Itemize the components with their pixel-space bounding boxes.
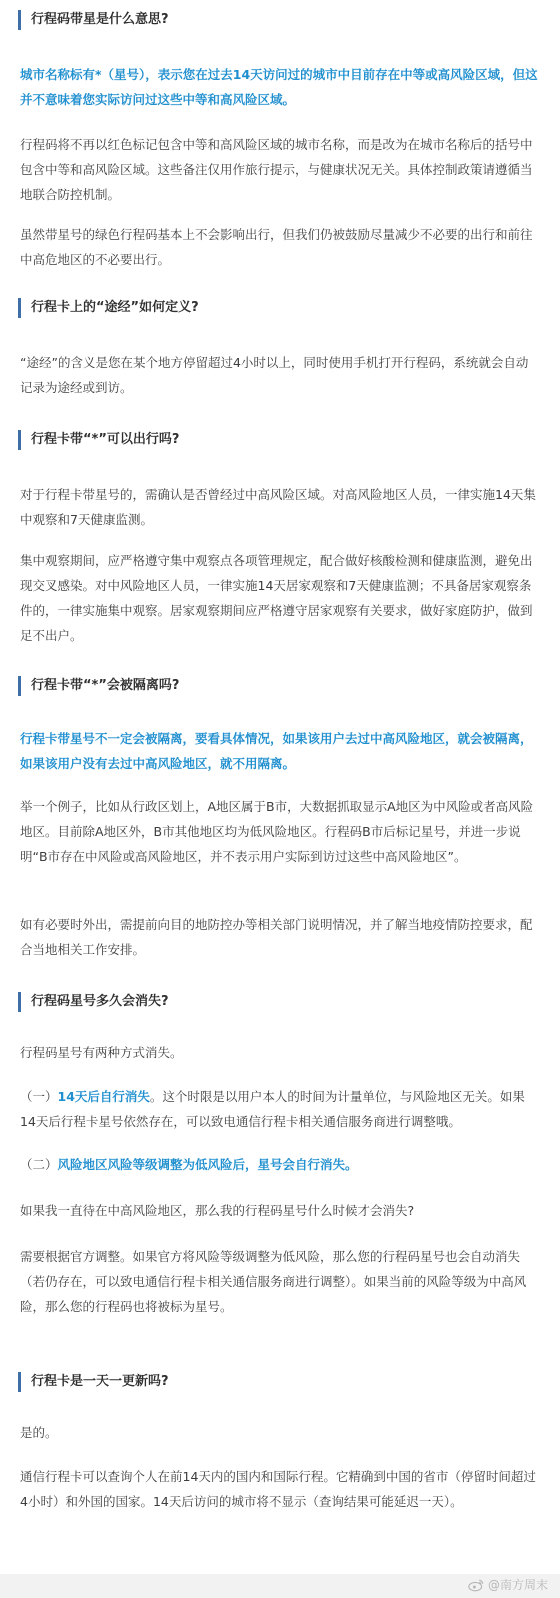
- section-3-paragraph-1: 对于行程卡带星号的，需确认是否曾经过中高风险区域。对高风险地区人员，一律实施14天集中观察和7天健康监测。: [20, 487, 536, 527]
- section-1-paragraph-2: 行程码将不再以红色标记包含中等和高风险区域的城市名称，而是改为在城市名称后的括号中包含中等和高风险区域。这些备注仅用作旅行提示，与健康状况无关。具体控制政策请遵循当地联合防控机制。: [20, 137, 533, 202]
- weibo-icon: [468, 1578, 484, 1592]
- section-5-paragraph-5: 需要根据官方调整。如果官方将风险等级调整为低风险，那么您的行程码星号也会自动消失（若仍存在，可以致电通信行程卡相关通信服务商进行调整）。如果当前的风险等级为中高风险，那么您的行程码也将被标为星号。: [20, 1249, 527, 1314]
- section-6-paragraph-1: 是的。: [20, 1425, 58, 1440]
- method-two-prefix: （二）: [20, 1157, 58, 1172]
- method-one-text: 。这个时限是以用户本人的时间为计量单位，与风险地区无关。如果14天后行程卡星号依然存在，可以致电通信行程卡相关通信服务商进行调整哦。: [20, 1089, 525, 1129]
- method-two-highlight: 风险地区风险等级调整为低风险后，星号会自行消失。: [57, 1157, 358, 1172]
- section-1-highlight-paragraph: 城市名称标有*（星号），表示您在过去14天访问过的城市中目前存在中等或高风险区域，但这并不意味着您实际访问过这些中等和高风险区域。: [20, 67, 538, 107]
- section-heading-5: 行程码星号多久会消失?: [18, 992, 169, 1012]
- section-6-paragraph-2: 通信行程卡可以查询个人在前14天内的国内和国际行程。它精确到中国的省市（停留时间超过4小时）和外国的国家。14天后访问的城市将不显示（查询结果可能延迟一天）。: [20, 1469, 536, 1509]
- section-heading-3: 行程卡带“*”可以出行吗?: [18, 430, 179, 450]
- section-1-paragraph-3: 虽然带星号的绿色行程码基本上不会影响出行，但我们仍被鼓励尽量减少不必要的出行和前往中高危地区的不必要出行。: [20, 227, 533, 267]
- method-one-highlight: 14天后自行消失: [57, 1089, 150, 1104]
- section-5-paragraph-2: [20, 1084, 540, 1134]
- section-4-paragraph-2: 举一个例子，比如从行政区划上，A地区属于B市，大数据抓取显示A地区为中风险或者高风险地区。目前除A地区外，B市其他地区均为低风险地区。行程码B市后标记星号，并进一步说明“B市存在中风险或高风险地区，并不表示用户实际到访过这些中高风险地区”。: [20, 799, 534, 864]
- section-heading-1: 行程码带星是什么意思?: [18, 10, 169, 30]
- section-heading-6: 行程卡是一天一更新吗?: [18, 1372, 169, 1392]
- section-4-highlight-paragraph: 行程卡带星号不一定会被隔离，要看具体情况，如果该用户去过中高风险地区，就会被隔离，如果该用户没有去过中高风险地区，就不用隔离。: [20, 731, 533, 771]
- section-heading-4: 行程卡带“*”会被隔离吗?: [18, 676, 179, 696]
- method-one-prefix: （一）: [20, 1089, 58, 1104]
- section-5-paragraph-1: 行程码星号有两种方式消失。: [20, 1045, 183, 1060]
- section-5-paragraph-4: 如果我一直待在中高风险地区，那么我的行程码星号什么时候才会消失?: [20, 1203, 415, 1218]
- section-3-paragraph-2: 集中观察期间，应严格遵守集中观察点各项管理规定，配合做好核酸检测和健康监测，避免出现交叉感染。对中风险地区人员，一律实施14天居家观察和7天健康监测；不具备居家观察条件的，一律实施集中观察。居家观察期间应严格遵守居家观察有关要求，做好家庭防护，做到足不出户。: [20, 553, 533, 643]
- section-2-paragraph-1: “途经”的含义是您在某个地方停留超过4小时以上，同时使用手机打开行程码，系统就会自动记录为途经或到访。: [20, 355, 529, 395]
- section-5-paragraph-3: [20, 1152, 540, 1177]
- watermark: [468, 1576, 548, 1593]
- watermark-text: @南方周末: [487, 1578, 548, 1592]
- section-heading-2: 行程卡上的“途经”如何定义?: [18, 298, 199, 318]
- section-4-paragraph-3: 如有必要时外出，需提前向目的地防控办等相关部门说明情况，并了解当地疫情防控要求，配合当地相关工作安排。: [20, 917, 533, 957]
